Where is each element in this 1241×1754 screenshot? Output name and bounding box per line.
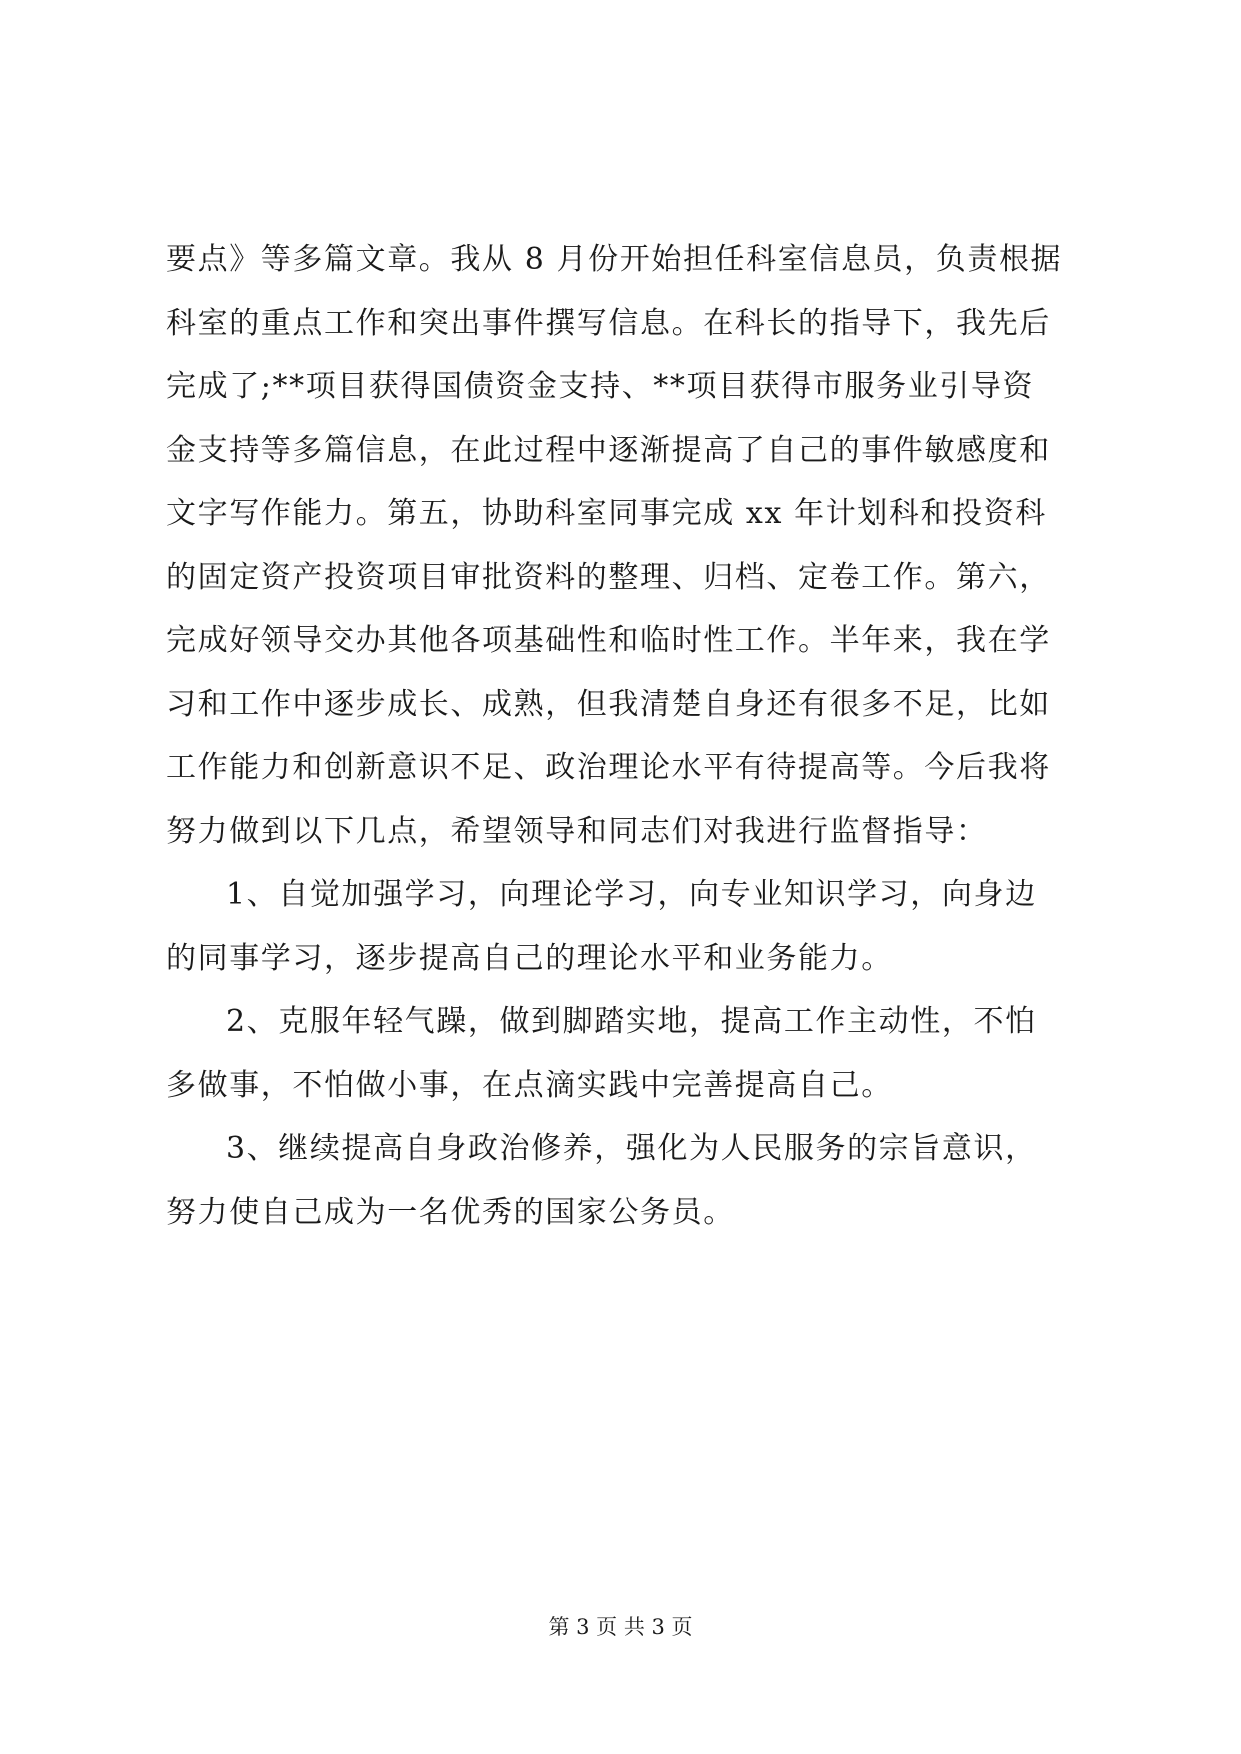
text-line: 要点》等多篇文章。我从 8 月份开始担任科室信息员，负责根据 [166, 242, 1063, 277]
text-line: 工作能力和创新意识不足、政治理论水平有待提高等。今后我将 [166, 750, 1051, 785]
list-item-1-line-1: 1、自觉加强学习，向理论学习，向专业知识学习，向身边 [226, 877, 1037, 912]
document-body [166, 228, 1086, 1244]
list-item-2-line-1: 2、克服年轻气躁，做到脚踏实地，提高工作主动性，不怕 [226, 1004, 1037, 1039]
text-line: 完成了;**项目获得国债资金支持、**项目获得市服务业引导资 [166, 369, 1035, 404]
list-item-2-line-2: 多做事，不怕做小事，在点滴实践中完善提高自己。 [166, 1067, 893, 1103]
text-line: 文字写作能力。第五，协助科室同事完成 xx 年计划科和投资科 [166, 496, 1047, 531]
list-item-3-line-1: 3、继续提高自身政治修养，强化为人民服务的宗旨意识， [226, 1131, 1037, 1166]
list-item-1-line-2: 的同事学习，逐步提高自己的理论水平和业务能力。 [166, 940, 893, 976]
text-line: 努力做到以下几点，希望领导和同志们对我进行监督指导： [166, 813, 988, 849]
text-line: 习和工作中逐步成长、成熟，但我清楚自身还有很多不足，比如 [166, 686, 1051, 722]
text-line: 金支持等多篇信息，在此过程中逐渐提高了自己的事件敏感度和 [166, 432, 1051, 468]
page-footer: 第 3 页 共 3 页 [548, 1615, 693, 1639]
list-item-3-line-2: 努力使自己成为一名优秀的国家公务员。 [166, 1194, 735, 1230]
text-line: 完成好领导交办其他各项基础性和临时性工作。半年来，我在学 [166, 623, 1051, 658]
text-line: 科室的重点工作和突出事件撰写信息。在科长的指导下，我先后 [166, 305, 1051, 341]
text-line: 的固定资产投资项目审批资料的整理、归档、定卷工作。第六， [166, 559, 1051, 595]
